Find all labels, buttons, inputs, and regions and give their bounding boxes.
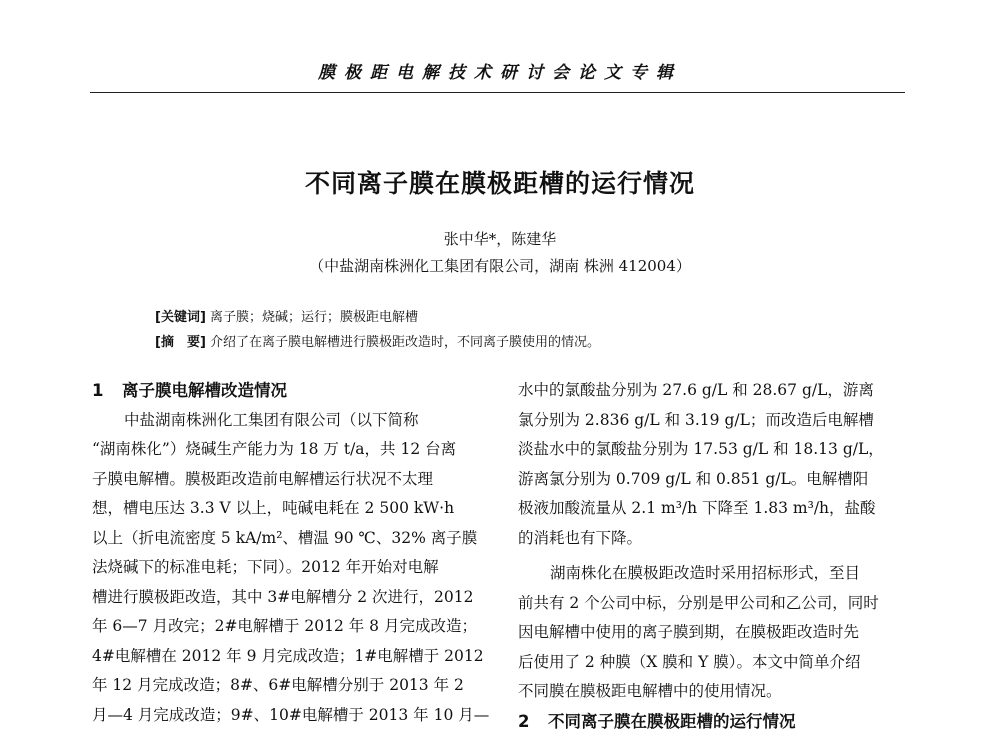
abstract (155, 331, 600, 350)
body-line: 槽进行膜极距改造，其中 3#电解槽分 2 次进行，2012 (92, 583, 492, 613)
body-line: 想，槽电压达 3.3 V 以上，吨碱电耗在 2 500 kW·h (92, 494, 492, 524)
section-2-title: 不同离子膜在膜极距槽的运行情况 (548, 712, 796, 731)
abstract-text: 介绍了在离子膜电解槽进行膜极距改造时，不同离子膜使用的情况。 (210, 335, 600, 350)
keywords-label: [关键词] (155, 310, 206, 325)
body-line: “湖南株化”）烧碱生产能力为 18 万 t/a，共 12 台离 (92, 435, 492, 465)
authors: 张中华*，陈建华 (0, 228, 1000, 249)
body-line: 年 6—7 月改完；2#电解槽于 2012 年 8 月完成改造； (92, 612, 492, 642)
affiliation: （中盐湖南株洲化工集团有限公司，湖南 株洲 412004） (0, 255, 1000, 276)
abstract-label: [摘 要] (155, 335, 206, 350)
body-line: 不同膜在膜极距电解槽中的使用情况。 (518, 677, 908, 707)
body-line: 以上（折电流密度 5 kA/m²、槽温 90 ℃、32% 离子膜 (92, 524, 492, 554)
body-line: 的消耗也有下降。 (518, 524, 908, 554)
running-head: 膜极距电解技术研讨会论文专辑 (0, 58, 1000, 83)
body-line: 湖南株化在膜极距改造时采用招标形式，至目 (518, 559, 908, 589)
body-line: 前共有 2 个公司中标，分别是甲公司和乙公司，同时 (518, 589, 908, 619)
keywords-text: 离子膜；烧碱；运行；膜极距电解槽 (210, 310, 418, 325)
body-line: 年 12 月完成改造；8#、6#电解槽分别于 2013 年 2 (92, 671, 492, 701)
body-line: 游离氯分别为 0.709 g/L 和 0.851 g/L。电解槽阳 (518, 465, 908, 495)
body-line: 4#电解槽在 2012 年 9 月完成改造；1#电解槽于 2012 (92, 642, 492, 672)
section-1-heading (92, 376, 492, 406)
section-2-number: 2 (518, 707, 548, 736)
body-line: 水中的氯酸盐分别为 27.6 g/L 和 28.67 g/L，游离 (518, 376, 908, 406)
body-line: 中盐湖南株洲化工集团有限公司（以下简称 (92, 406, 492, 436)
keywords (155, 306, 418, 325)
body-line: 月—4 月完成改造；9#、10#电解槽于 2013 年 10 月— (92, 701, 492, 731)
paper-title: 不同离子膜在膜极距槽的运行情况 (0, 164, 1000, 200)
section-1-title: 离子膜电解槽改造情况 (122, 381, 287, 400)
body-line: 子膜电解槽。膜极距改造前电解槽运行状况不太理 (92, 465, 492, 495)
body-line: 极液加酸流量从 2.1 m³/h 下降至 1.83 m³/h，盐酸 (518, 494, 908, 524)
left-column (92, 376, 492, 730)
section-1-number: 1 (92, 376, 122, 406)
section-2-heading (518, 707, 908, 736)
body-line: 淡盐水中的氯酸盐分别为 17.53 g/L 和 18.13 g/L， (518, 435, 908, 465)
body-line: 因电解槽中使用的离子膜到期，在膜极距改造时先 (518, 618, 908, 648)
body-line: 法烧碱下的标准电耗；下同）。2012 年开始对电解 (92, 553, 492, 583)
body-line: 氯分别为 2.836 g/L 和 3.19 g/L；而改造后电解槽 (518, 406, 908, 436)
right-column (518, 376, 908, 736)
body-line: 后使用了 2 种膜（X 膜和 Y 膜）。本文中简单介绍 (518, 648, 908, 678)
header-rule (90, 92, 905, 93)
